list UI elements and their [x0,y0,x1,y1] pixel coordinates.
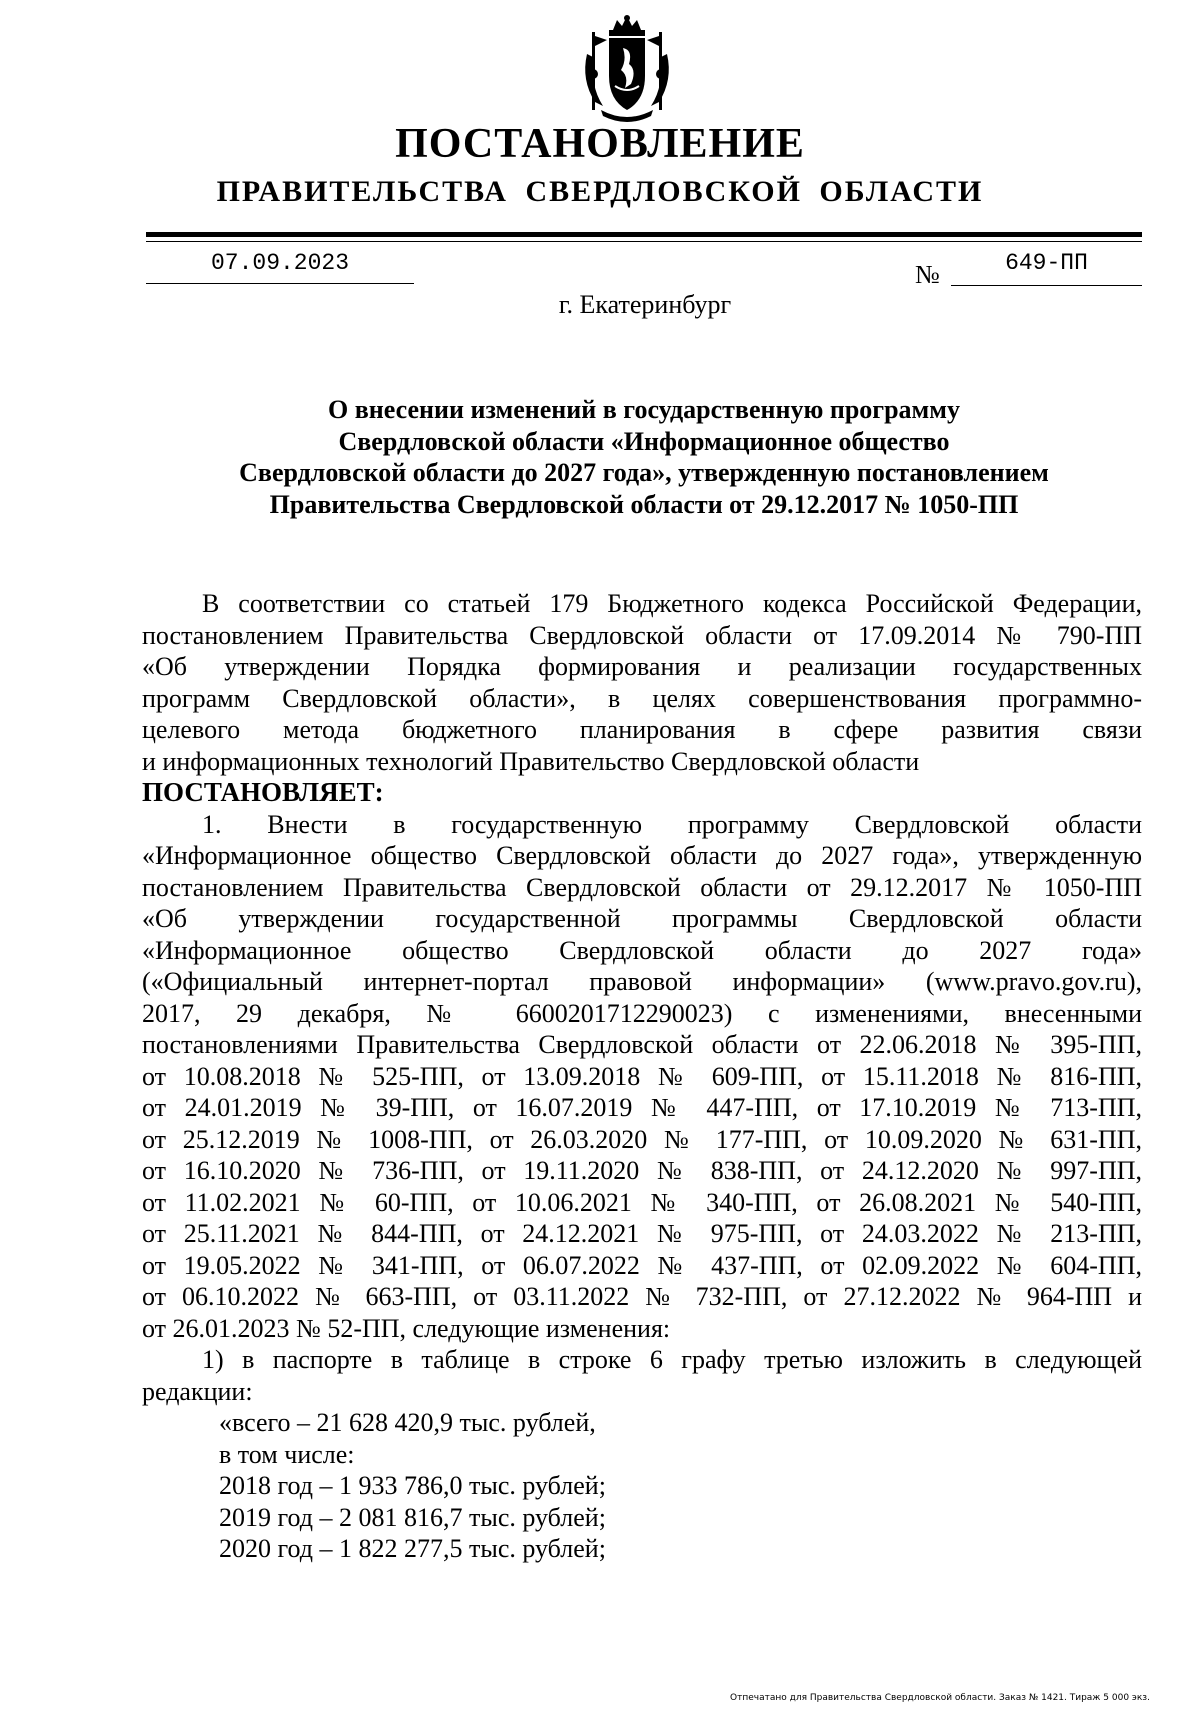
item1-line: от 10.08.2018 № 525-ПП, от 13.09.2018 № 609-ПП, от 15.11.2018 № 816-ПП, [142,1061,1142,1091]
item1-line: «Информационное общество Свердловской области до 2027 года», утвержденную [142,841,1142,870]
heading-line: Правительства Свердловской области от 29.12.2017 № 1050-ПП [269,489,1019,519]
funding-line: 2018 год – 1 933 786,0 тыс. рублей; [219,1471,606,1500]
subitem1-line: редакции: [142,1376,253,1406]
header-divider-thick [146,232,1142,237]
preamble-line: программ Свердловской области», в целях совершенствования программно- [142,683,1142,713]
heading-line: Свердловской области «Информационное общество [338,426,950,456]
item1-line: «Об утверждении государственной программы Свердловской области [142,904,1142,933]
funding-line: в том числе: [219,1439,355,1469]
funding-line: 2019 год – 2 081 816,7 тыс. рублей; [219,1502,606,1532]
item1-line: 1. Внести в государственную программу Свердловской области [202,809,1142,839]
preamble-line: «Об утверждении Порядка формирования и реализации государственных [142,652,1142,681]
coat-of-arms-emblem [579,14,675,126]
funding-line: «всего – 21 628 420,9 тыс. рублей, [219,1408,596,1437]
item1-line: («Официальный интернет-портал правовой информации» (www.pravo.gov.ru), [142,967,1142,996]
preamble-line: целевого метода бюджетного планирования в сфере развития связи [142,715,1142,744]
document-body [142,588,1142,1565]
document-city: г. Екатеринбург [558,290,732,319]
item1-line: «Информационное общество Свердловской области до 2027 года» [142,935,1142,965]
funding-line: 2020 год – 1 822 277,5 тыс. рублей; [219,1534,606,1563]
item1-line: постановлением Правительства Свердловской области от 29.12.2017 № 1050-ПП [142,872,1142,902]
preamble-line: В соответствии со статьей 179 Бюджетного кодекса Российской Федерации, [202,589,1142,618]
item1-line: от 24.01.2019 № 39-ПП, от 16.07.2019 № 447-ПП, от 17.10.2019 № 713-ПП, [142,1093,1142,1122]
item1-line: от 25.11.2021 № 844-ПП, от 24.12.2021 № 975-ПП, от 24.03.2022 № 213-ПП, [142,1219,1142,1248]
document-title: ПОСТАНОВЛЕНИЕ [395,121,805,167]
document-issuer: ПРАВИТЕЛЬСТВА СВЕРДЛОВСКОЙ ОБЛАСТИ [216,175,984,208]
item1-line: от 25.12.2019 № 1008-ПП, от 26.03.2020 № 177-ПП, от 10.09.2020 № 631-ПП, [142,1124,1142,1154]
preamble-line: и информационных технологий Правительство Свердловской области [142,746,920,776]
item1-line: постановлениями Правительства Свердловской области от 22.06.2018 № 395-ПП, [142,1030,1142,1059]
item1-line: от 26.01.2023 № 52-ПП, следующие изменения: [142,1313,671,1343]
header-divider-thin [146,241,1142,242]
resolves-keyword: ПОСТАНОВЛЯЕТ: [142,777,384,807]
heading-line: Свердловской области до 2027 года», утвержденную постановлением [239,458,1049,487]
document-number: 649-ПП [951,248,1142,286]
item1-line: от 11.02.2021 № 60-ПП, от 10.06.2021 № 340-ПП, от 26.08.2021 № 540-ПП, [142,1187,1142,1217]
item1-line: от 16.10.2020 № 736-ПП, от 19.11.2020 № 838-ПП, от 24.12.2020 № 997-ПП, [142,1156,1142,1185]
item1-line: от 06.10.2022 № 663-ПП, от 03.11.2022 № 732-ПП, от 27.12.2022 № 964-ПП и [142,1282,1142,1311]
item1-line: 2017, 29 декабря, № 6600201712290023) с изменениями, внесенными [142,998,1142,1028]
document-heading [146,394,1142,520]
print-footer: Отпечатано для Правительства Свердловской области. Заказ № 1421. Тираж 5 000 экз. [730,1693,1150,1703]
subitem1-line: 1) в паспорте в таблице в строке 6 графу третью изложить в следующей [202,1345,1142,1374]
item1-line: от 19.05.2022 № 341-ПП, от 06.07.2022 № 437-ПП, от 02.09.2022 № 604-ПП, [142,1250,1142,1280]
preamble-line: постановлением Правительства Свердловской области от 17.09.2014 № 790-ПП [142,620,1142,650]
document-date: 07.09.2023 [146,248,414,284]
heading-line: О внесении изменений в государственную программу [328,395,960,424]
number-sign: № [915,260,940,289]
